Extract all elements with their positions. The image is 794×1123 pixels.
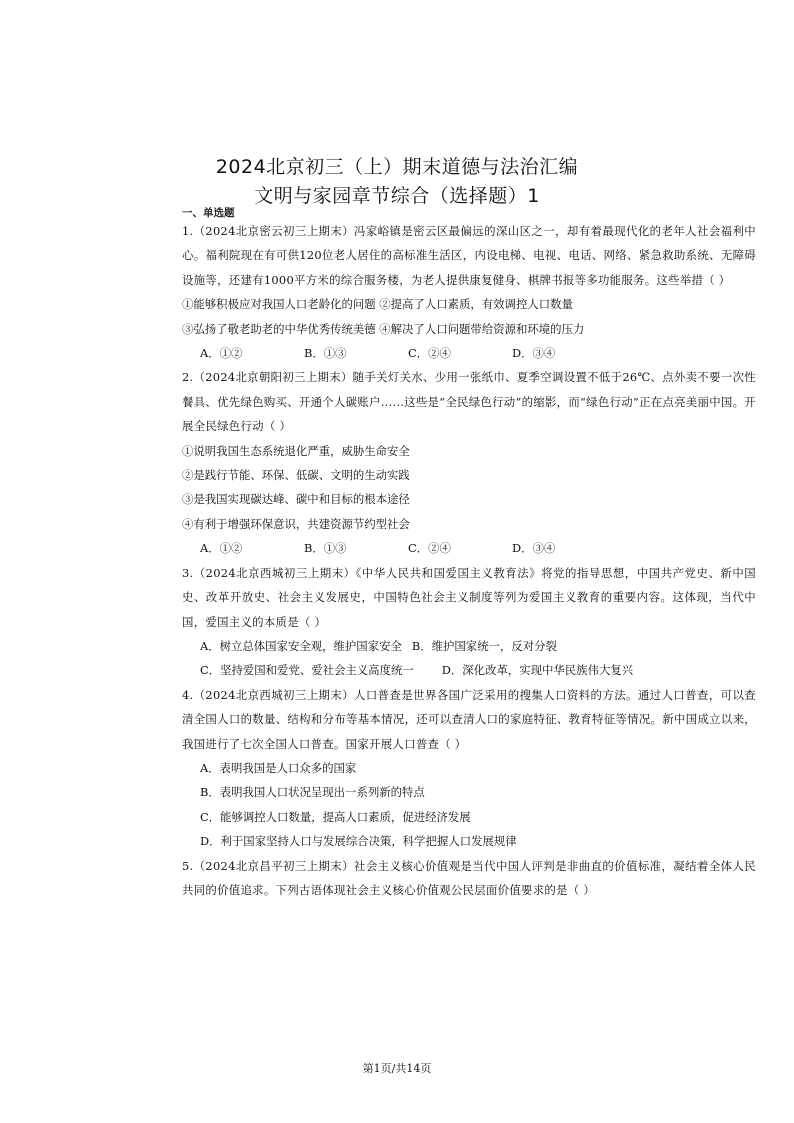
statement-line: ③是我国实现碳达峰、碳中和目标的根本途径 xyxy=(182,492,410,507)
option-a: A．①② xyxy=(200,346,243,361)
page-footer: 第1页/共14页 xyxy=(362,1062,432,1075)
question-3 xyxy=(182,561,756,683)
option-b: B．维护国家统一，反对分裂 xyxy=(411,638,557,653)
question-1 xyxy=(182,219,756,365)
option-c: C．②④ xyxy=(408,346,451,361)
option-a: A．①② xyxy=(200,541,243,556)
question-stem: 2.（2024北京朝阳初三上期末）随手关灯关水、少用一张纸巾、夏季空调设置不低于26℃、点外卖不要一次性餐具、优先绿色购买、开通个人碳账户……这些是“全民绿色行动”的缩影，而“绿色行动”正在点亮美丽中国。开展全民绿色行动（ ） xyxy=(182,370,756,434)
question-stem: 1.（2024北京密云初三上期末）冯家峪镇是密云区最偏远的深山区之一，却有着最现代化的老年人社会福利中心。福利院现在有可供120位老人居住的高标准生活区，内设电梯、电视、电话、网络、紧急救助系统、无障碍设施等，还建有1000平方米的综合服务楼，为老人提供康复健身、棋牌书报等多功能服务。这些举措（ ） xyxy=(182,224,756,287)
document-subtitle: 文明与家园章节综合（选择题）1 xyxy=(254,185,540,207)
document-title: 2024北京初三（上）期末道德与法治汇编 xyxy=(215,156,579,178)
questions-list xyxy=(182,219,756,902)
question-stem: 5.（2024北京昌平初三上期末）社会主义核心价值观是当代中国人评判是非曲直的价值标准，凝结着全体人民共同的价值追求。下列古语体现社会主义核心价值观公民层面价值要求的是（ ） xyxy=(182,858,756,897)
statement-line: ①说明我国生态系统退化严重，威胁生命安全 xyxy=(182,443,410,458)
option-b: B．表明我国人口状况呈现出一系列新的特点 xyxy=(200,785,425,800)
section-heading: 一、单选题 xyxy=(182,207,235,219)
answer-options-row-2 xyxy=(200,658,756,682)
option-b: B．①③ xyxy=(304,346,347,361)
question-stem: 4.（2024北京西城初三上期末）人口普查是世界各国广泛采用的搜集人口资料的方法。通过人口普查，可以查清全国人口的数量、结构和分布等基本情况，还可以查清人口的家庭特征、教育特征等情况。新中国成立以来，我国进行了七次全国人口普查。国家开展人口普查（ ） xyxy=(182,687,756,751)
question-2 xyxy=(182,365,756,560)
option-b: B．①③ xyxy=(304,541,347,556)
option-c: C．②④ xyxy=(408,541,451,556)
question-stem: 3.（2024北京西城初三上期末）《中华人民共和国爱国主义教育法》将党的指导思想，中国共产党史、新中国史、改革开放史、社会主义发展史，中国特色社会主义制度等列为爱国主义教育的重要内容。这体现，当代中国，爱国主义的本质是（ ） xyxy=(182,565,756,629)
option-d: D．利于国家坚持人口与发展综合决策，科学把握人口发展规律 xyxy=(200,834,517,849)
option-d: D．深化改革，实现中华民族伟大复兴 xyxy=(441,663,634,678)
option-c: C．坚持爱国和爱党、爱社会主义高度统一 xyxy=(200,663,414,678)
answer-options xyxy=(200,536,756,560)
statement-line: ①能够积极应对我国人口老龄化的问题 ②提高了人口素质，有效调控人口数量 xyxy=(182,297,573,312)
option-a: A．表明我国是人口众多的国家 xyxy=(200,760,357,775)
option-a: A．树立总体国家安全观，维护国家安全 xyxy=(200,638,402,653)
statement-line: ③弘扬了敬老助老的中华优秀传统美德 ④解决了人口问题带给资源和环境的压力 xyxy=(182,321,585,336)
statement-line: ④有利于增强环保意识，共建资源节约型社会 xyxy=(182,516,410,531)
statement-line: ②是践行节能、环保、低碳、文明的生动实践 xyxy=(182,468,410,483)
answer-options xyxy=(200,341,756,365)
question-4 xyxy=(182,683,756,854)
option-d: D．③④ xyxy=(512,541,556,556)
option-c: C．能够调控人口数量，提高人口素质，促进经济发展 xyxy=(200,809,471,824)
answer-options-row-1 xyxy=(200,634,756,658)
option-d: D．③④ xyxy=(512,346,556,361)
question-5 xyxy=(182,854,756,903)
